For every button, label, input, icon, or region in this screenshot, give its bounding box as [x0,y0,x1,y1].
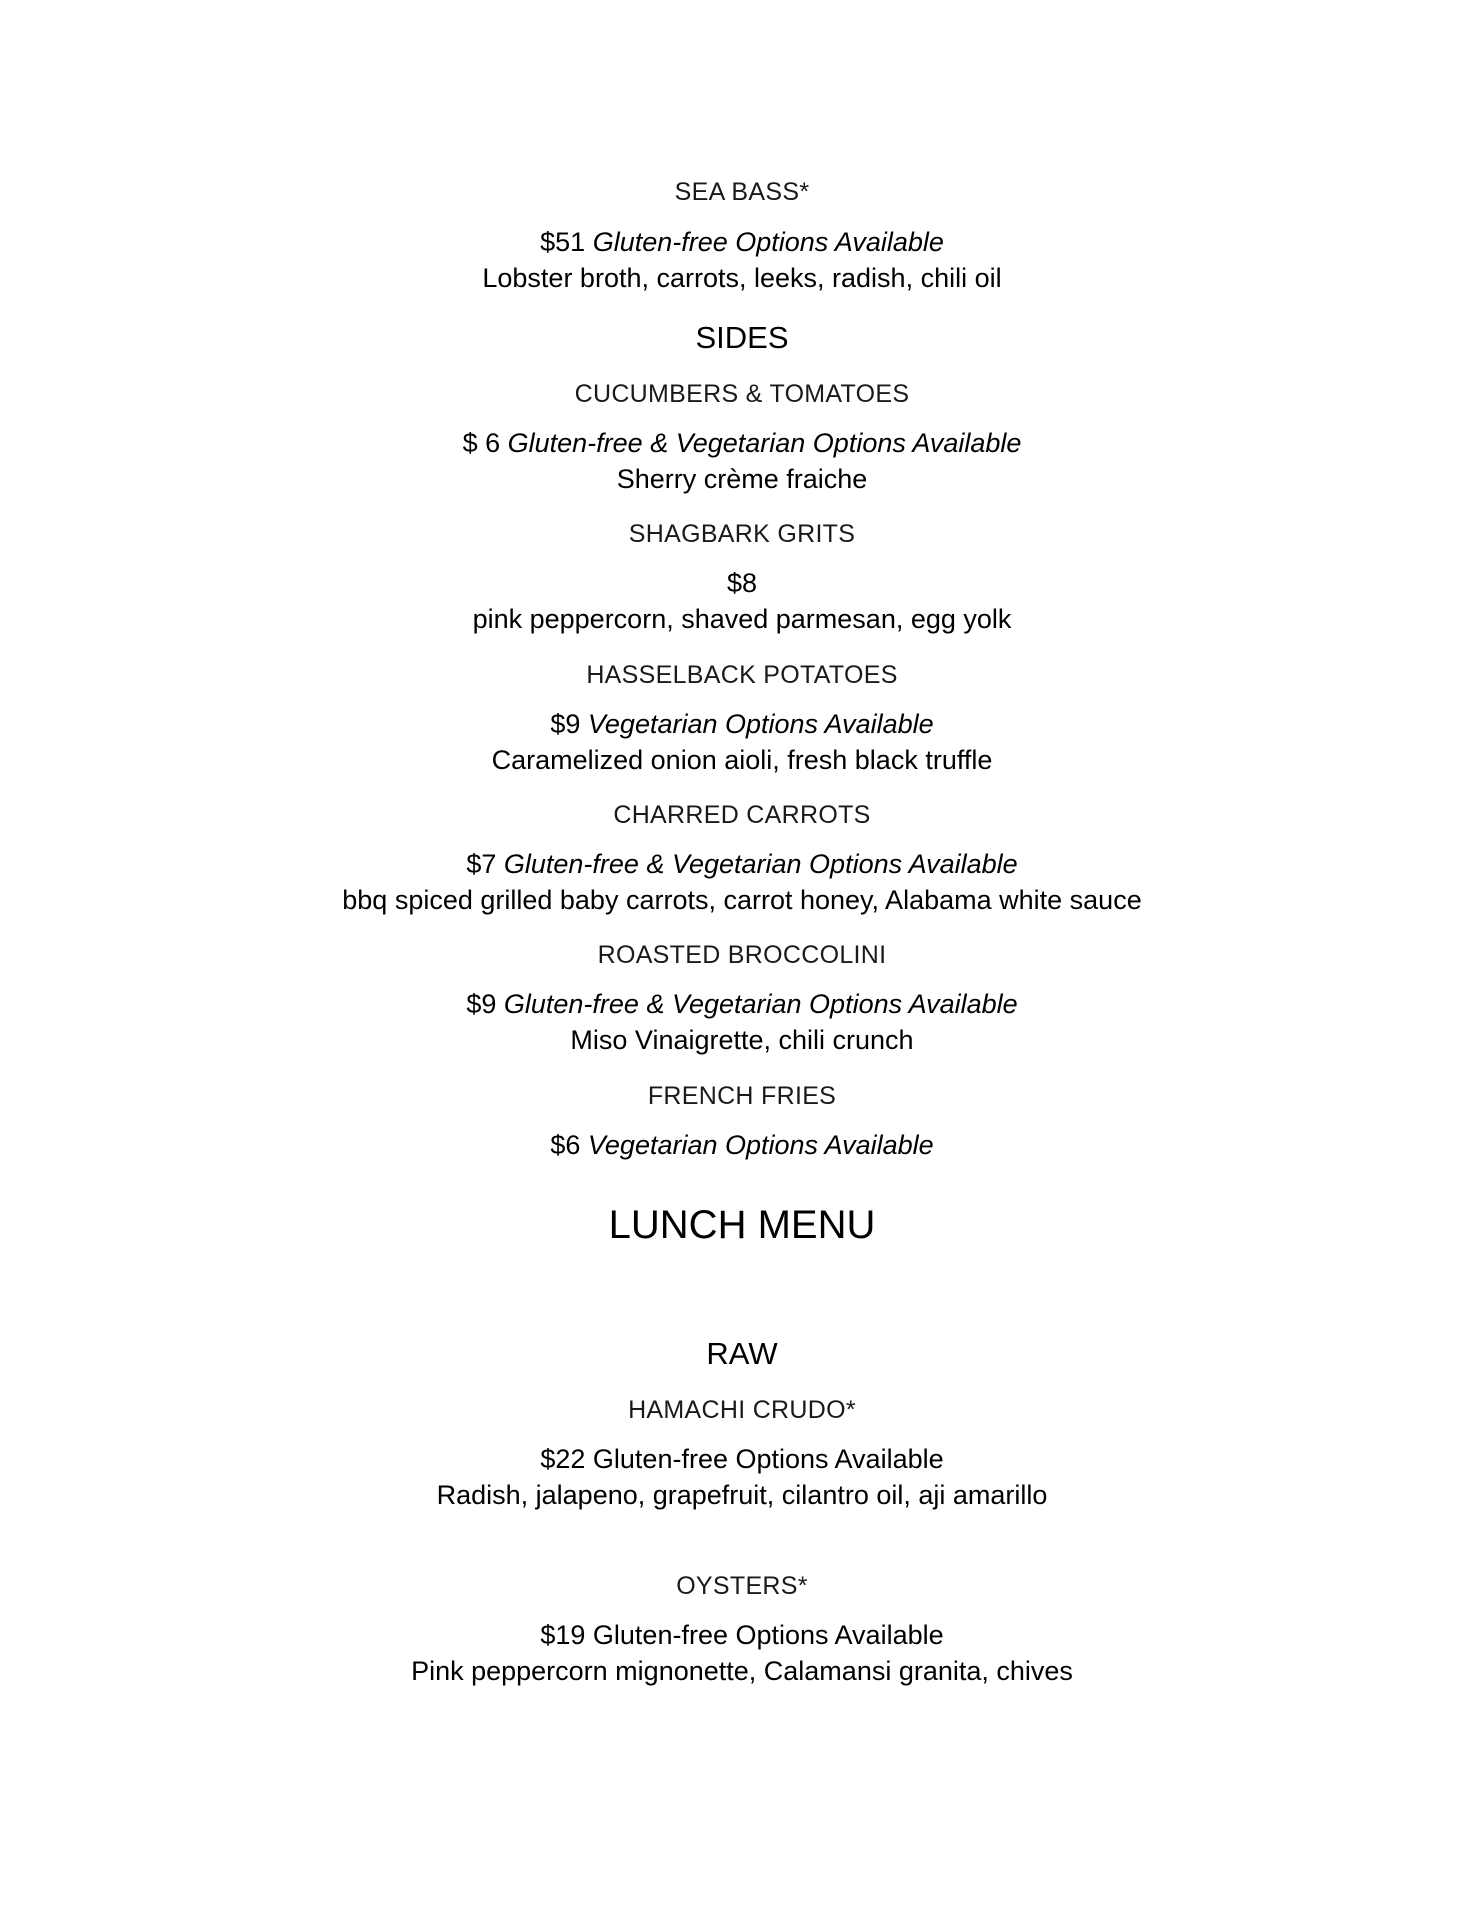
dish-description-hamachi-crudo: Radish, jalapeno, grapefruit, cilantro oil, aji amarillo [436,1480,1048,1510]
dish-name-french-fries: FRENCH FRIES [647,1082,837,1110]
dish-price-sea-bass: $51 Gluten-free Options Available [540,227,944,257]
dish-description-charred-carrots: bbq spiced grilled baby carrots, carrot honey, Alabama white sauce [342,885,1142,915]
dish-description-roasted-broccolini: Miso Vinaigrette, chili crunch [570,1025,914,1055]
dish-name-cucumbers-tomatoes: CUCUMBERS & TOMATOES [574,380,910,408]
section-heading-raw: RAW [706,1336,778,1371]
dish-description-shagbark-grits: pink peppercorn, shaved parmesan, egg yolk [472,604,1012,634]
dish-name-hamachi-crudo: HAMACHI CRUDO* [628,1396,856,1424]
dish-description-oysters: Pink peppercorn mignonette, Calamansi granita, chives [411,1656,1073,1686]
dish-price-hamachi-crudo: $22 Gluten-free Options Available [540,1444,944,1474]
dish-description-sea-bass: Lobster broth, carrots, leeks, radish, chili oil [482,263,1002,293]
dish-price-hasselback-potatoes: $9 Vegetarian Options Available [550,709,934,739]
dish-name-hasselback-potatoes: HASSELBACK POTATOES [586,661,898,689]
dish-name-sea-bass: SEA BASS* [674,178,810,206]
dish-price-oysters: $19 Gluten-free Options Available [540,1620,944,1650]
dish-name-shagbark-grits: SHAGBARK GRITS [628,520,856,548]
dish-name-oysters: OYSTERS* [676,1572,808,1600]
dish-price-charred-carrots: $7 Gluten-free & Vegetarian Options Available [466,849,1018,879]
dish-name-charred-carrots: CHARRED CARROTS [613,801,871,829]
dish-price-french-fries: $6 Vegetarian Options Available [550,1130,934,1160]
dish-description-cucumbers-tomatoes: Sherry crème fraiche [616,464,868,494]
dish-price-shagbark-grits: $8 [726,568,758,598]
menu-heading-lunch: LUNCH MENU [608,1203,876,1247]
section-heading-sides: SIDES [695,320,789,355]
dish-description-hasselback-potatoes: Caramelized onion aioli, fresh black truffle [491,745,993,775]
dish-name-roasted-broccolini: ROASTED BROCCOLINI [597,941,887,969]
dish-price-cucumbers-tomatoes: $ 6 Gluten-free & Vegetarian Options Available [462,428,1022,458]
dish-price-roasted-broccolini: $9 Gluten-free & Vegetarian Options Available [466,989,1018,1019]
